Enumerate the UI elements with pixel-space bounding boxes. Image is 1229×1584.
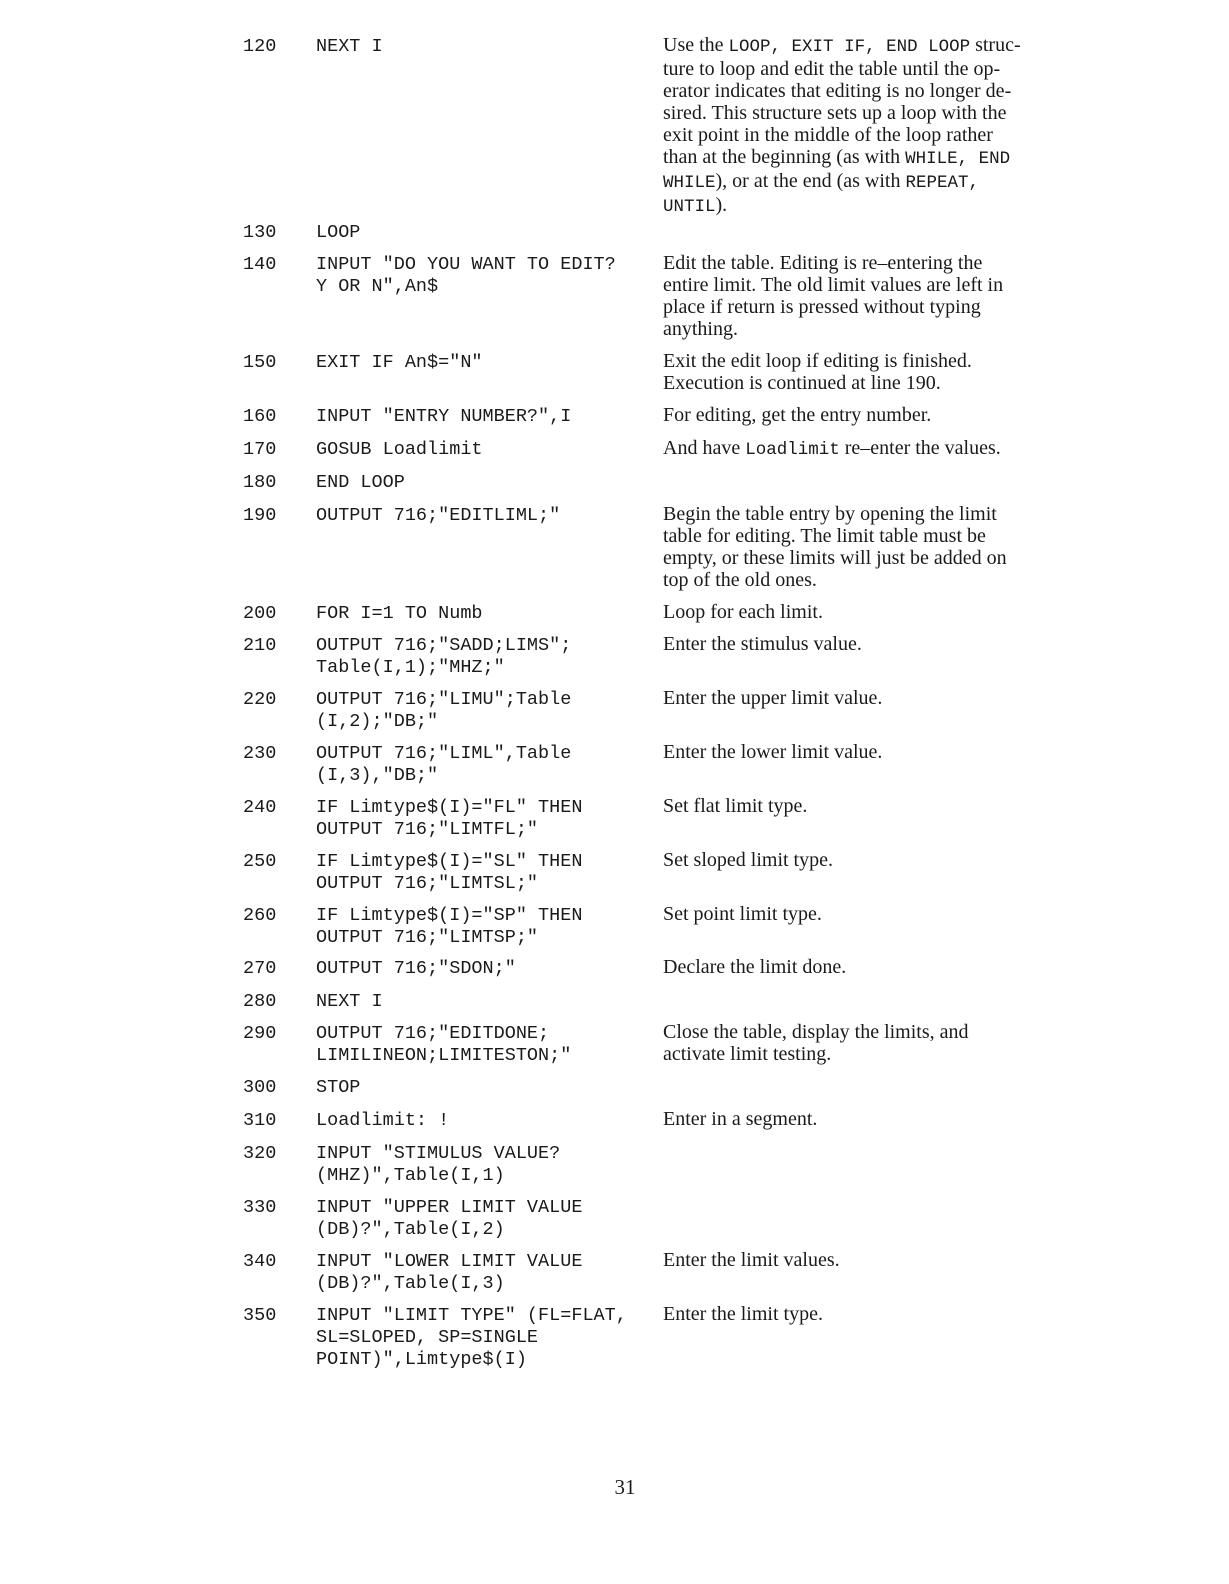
- description-text: empty, or these limits will just be added on: [663, 547, 1007, 569]
- description-line: [663, 547, 1048, 569]
- description-line: [663, 146, 1048, 170]
- line-number: 140: [243, 254, 277, 275]
- code-statement: EXIT IF An$="N": [316, 352, 483, 373]
- code-statement: INPUT "UPPER LIMIT VALUE (DB)?",Table(I,2): [316, 1197, 583, 1240]
- description-line: [663, 1249, 1048, 1271]
- description-text: erator indicates that editing is no longer de-: [663, 80, 1012, 102]
- description-line: [663, 569, 1048, 591]
- description-text: Loop for each limit.: [663, 601, 823, 623]
- line-number: 170: [243, 439, 277, 460]
- line-number: 330: [243, 1197, 277, 1218]
- code-statement: IF Limtype$(I)="SL" THEN OUTPUT 716;"LIMTSL;": [316, 851, 583, 894]
- description-line: [663, 170, 1048, 194]
- description-text: Use the: [663, 34, 729, 56]
- description-text: Enter the upper limit value.: [663, 687, 883, 709]
- description: [663, 404, 1048, 426]
- description: [663, 687, 1048, 709]
- description-line: [663, 274, 1048, 296]
- description-line: [663, 601, 1048, 623]
- page-number: 31: [614, 1475, 636, 1499]
- description-line: [663, 350, 1048, 372]
- description: [663, 1249, 1048, 1271]
- code-term: WHILE, END: [905, 149, 1011, 169]
- description: [663, 795, 1048, 817]
- description: [663, 849, 1048, 871]
- code-statement: INPUT "LIMIT TYPE" (FL=FLAT, SL=SLOPED, SP=SINGLE POINT)",Limtype$(I): [316, 1305, 627, 1370]
- code-statement: FOR I=1 TO Numb: [316, 603, 483, 624]
- line-number: 210: [243, 635, 277, 656]
- description-text: Enter the limit type.: [663, 1303, 823, 1325]
- description-line: [663, 1021, 1048, 1043]
- description: [663, 503, 1048, 591]
- description-text: Close the table, display the limits, and: [663, 1021, 969, 1043]
- description-text: Exit the edit loop if editing is finished.: [663, 350, 972, 372]
- description-line: [663, 1043, 1048, 1065]
- line-number: 180: [243, 472, 277, 493]
- description-line: [663, 80, 1048, 102]
- description-text: activate limit testing.: [663, 1043, 832, 1065]
- description-text: Begin the table entry by opening the limit: [663, 503, 997, 525]
- code-term: REPEAT,: [905, 173, 979, 193]
- description-line: [663, 252, 1048, 274]
- description-line: [663, 687, 1048, 709]
- description: [663, 1108, 1048, 1130]
- description: [663, 437, 1048, 461]
- description-text: Declare the limit done.: [663, 956, 847, 978]
- code-statement: OUTPUT 716;"SADD;LIMS"; Table(I,1);"MHZ;": [316, 635, 572, 678]
- code-statement: END LOOP: [316, 472, 405, 493]
- description-line: [663, 1108, 1048, 1130]
- code-term: Loadlimit: [745, 440, 840, 460]
- description: [663, 633, 1048, 655]
- line-number: 250: [243, 851, 277, 872]
- line-number: 270: [243, 958, 277, 979]
- line-number: 200: [243, 603, 277, 624]
- description-text: Edit the table. Editing is re–entering the: [663, 252, 983, 274]
- description-line: [663, 194, 1048, 218]
- code-statement: INPUT "ENTRY NUMBER?",I: [316, 406, 572, 427]
- line-number: 190: [243, 505, 277, 526]
- description-text: exit point in the middle of the loop rather: [663, 124, 993, 146]
- description-text: struc-: [970, 34, 1021, 56]
- description-line: [663, 956, 1048, 978]
- description-text: Set sloped limit type.: [663, 849, 833, 871]
- line-number: 310: [243, 1110, 277, 1131]
- description-text: anything.: [663, 318, 738, 340]
- description-line: [663, 633, 1048, 655]
- description: [663, 34, 1048, 218]
- line-number: 160: [243, 406, 277, 427]
- description-line: [663, 34, 1048, 58]
- description-line: [663, 404, 1048, 426]
- code-term: WHILE: [663, 173, 716, 193]
- description-line: [663, 503, 1048, 525]
- description-line: [663, 58, 1048, 80]
- description-text: Set flat limit type.: [663, 795, 808, 817]
- description-text: Enter the stimulus value.: [663, 633, 862, 655]
- description-text: place if return is pressed without typing: [663, 296, 981, 318]
- code-statement: OUTPUT 716;"EDITLIML;": [316, 505, 561, 526]
- description: [663, 350, 1048, 394]
- description-text: entire limit. The old limit values are left in: [663, 274, 1004, 296]
- code-statement: STOP: [316, 1077, 361, 1098]
- code-statement: NEXT I: [316, 36, 383, 57]
- description-text: Set point limit type.: [663, 903, 822, 925]
- line-number: 230: [243, 743, 277, 764]
- description-line: [663, 1303, 1048, 1325]
- description-text: Enter the limit values.: [663, 1249, 840, 1271]
- description-line: [663, 525, 1048, 547]
- description-line: [663, 124, 1048, 146]
- line-number: 130: [243, 222, 277, 243]
- description: [663, 903, 1048, 925]
- line-number: 340: [243, 1251, 277, 1272]
- line-number: 280: [243, 991, 277, 1012]
- line-number: 150: [243, 352, 277, 373]
- code-term: LOOP, EXIT IF, END LOOP: [728, 37, 971, 57]
- line-number: 240: [243, 797, 277, 818]
- code-statement: GOSUB Loadlimit: [316, 439, 483, 460]
- description-line: [663, 102, 1048, 124]
- description-text: than at the beginning (as with: [663, 146, 906, 168]
- line-number: 290: [243, 1023, 277, 1044]
- description-line: [663, 372, 1048, 394]
- description: [663, 601, 1048, 623]
- description: [663, 1303, 1048, 1325]
- description-line: [663, 296, 1048, 318]
- code-statement: INPUT "STIMULUS VALUE? (MHZ)",Table(I,1): [316, 1143, 561, 1186]
- description-text: ), or at the end (as with: [715, 170, 906, 192]
- line-number: 320: [243, 1143, 277, 1164]
- description: [663, 741, 1048, 763]
- line-number: 120: [243, 36, 277, 57]
- description-text: ).: [715, 194, 728, 216]
- code-statement: IF Limtype$(I)="FL" THEN OUTPUT 716;"LIMTFL;": [316, 797, 583, 840]
- description-text: top of the old ones.: [663, 569, 817, 591]
- description: [663, 252, 1048, 340]
- code-statement: OUTPUT 716;"LIML",Table (I,3),"DB;": [316, 743, 572, 786]
- description: [663, 1021, 1048, 1065]
- code-statement: OUTPUT 716;"SDON;": [316, 958, 516, 979]
- code-statement: INPUT "LOWER LIMIT VALUE (DB)?",Table(I,3): [316, 1251, 583, 1294]
- description-line: [663, 795, 1048, 817]
- description-line: [663, 903, 1048, 925]
- description-line: [663, 741, 1048, 763]
- line-number: 220: [243, 689, 277, 710]
- line-number: 260: [243, 905, 277, 926]
- description-text: Execution is continued at line 190.: [663, 372, 941, 394]
- line-number: 300: [243, 1077, 277, 1098]
- code-statement: INPUT "DO YOU WANT TO EDIT? Y OR N",An$: [316, 254, 616, 297]
- description-text: And have: [663, 437, 746, 459]
- description-line: [663, 849, 1048, 871]
- code-term: UNTIL: [663, 197, 716, 217]
- description: [663, 956, 1048, 978]
- description-text: sired. This structure sets up a loop with the: [663, 102, 1007, 124]
- code-statement: OUTPUT 716;"LIMU";Table (I,2);"DB;": [316, 689, 572, 732]
- code-statement: Loadlimit: !: [316, 1110, 450, 1131]
- description-text: Enter the lower limit value.: [663, 741, 883, 763]
- code-statement: LOOP: [316, 222, 361, 243]
- description-text: ture to loop and edit the table until the op-: [663, 58, 1001, 80]
- description-line: [663, 437, 1048, 461]
- code-statement: OUTPUT 716;"EDITDONE; LIMILINEON;LIMITESTON;": [316, 1023, 572, 1066]
- description-text: table for editing. The limit table must be: [663, 525, 986, 547]
- description-text: For editing, get the entry number.: [663, 404, 932, 426]
- line-number: 350: [243, 1305, 277, 1326]
- description-text: Enter in a segment.: [663, 1108, 818, 1130]
- code-statement: NEXT I: [316, 991, 383, 1012]
- description-text: re–enter the values.: [839, 437, 1001, 459]
- code-statement: IF Limtype$(I)="SP" THEN OUTPUT 716;"LIMTSP;": [316, 905, 583, 948]
- description-line: [663, 318, 1048, 340]
